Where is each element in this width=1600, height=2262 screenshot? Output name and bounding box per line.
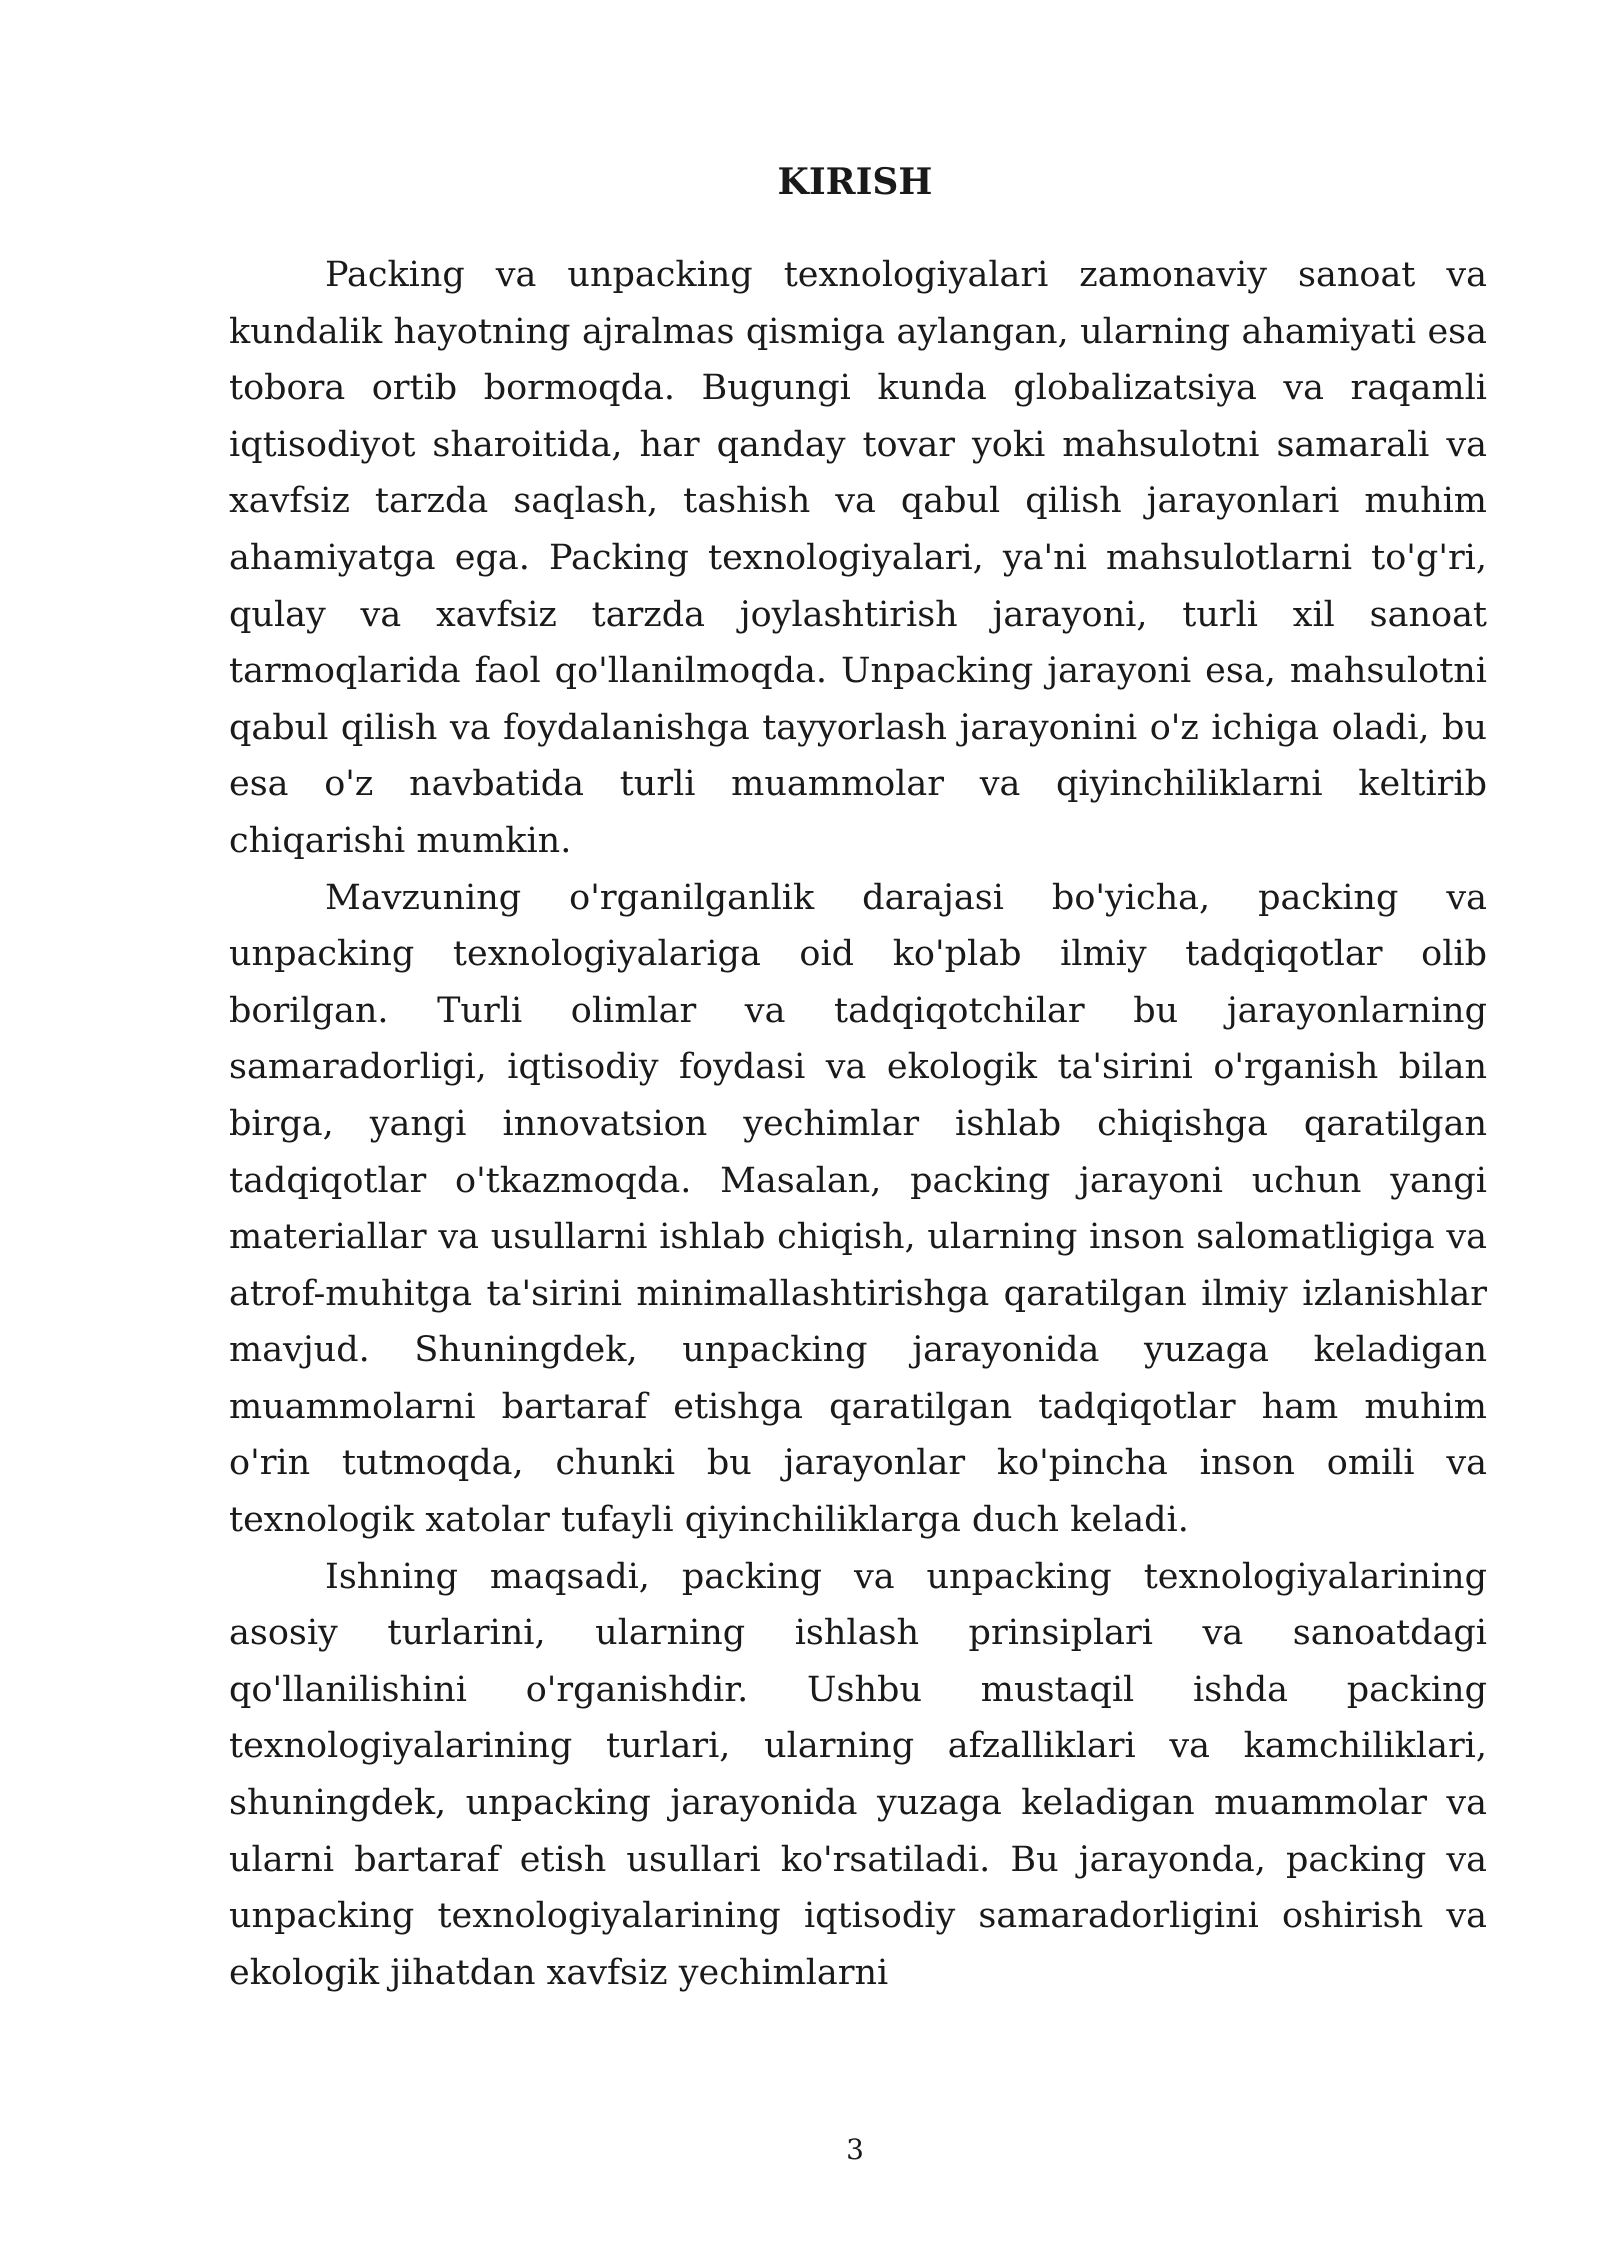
- paragraph-research-status: Mavzuning o'rganilganlik darajasi bo'yicha, packing va unpacking texnologiyalariga oid ko'plab ilmiy tadqiqotlar olib borilgan. Turli olimlar va tadqiqotchilar bu jarayonlarning samaradorligi, iqtisodiy foydasi va ekologik ta'sirini o'rganish bilan birga, yangi innovatsion yechimlar ishlab chiqishga qaratilgan tadqiqotlar o'tkazmoqda. Masalan, packing jarayoni uchun yangi materiallar va usullarni ishlab chiqish, ularning inson salomatligiga va atrof-muhitga ta'sirini minimallashtirishga qaratilgan ilmiy izlanishlar mavjud. Shuningdek, unpacking jarayonida yuzaga keladigan muammolarni bartaraf etishga qaratilgan tadqiqotlar ham muhim o'rin tutmoqda, chunki bu jarayonlar ko'pincha inson omili va texnologik xatolar tufayli qiyinchiliklarga duch keladi.: [229, 877, 1487, 1541]
- paragraph-introduction: Packing va unpacking texnologiyalari zamonaviy sanoat va kundalik hayotning ajralmas qismiga aylangan, ularning ahamiyati esa tobora ortib bormoqda. Bugungi kunda globalizatsiya va raqamli iqtisodiyot sharoitida, har qanday tovar yoki mahsulotni samarali va xavfsiz tarzda saqlash, tashish va qabul qilish jarayonlari muhim ahamiyatga ega. Packing texnologiyalari, ya'ni mahsulotlarni to'g'ri, qulay va xavfsiz tarzda joylashtirish jarayoni, turli xil sanoat tarmoqlarida faol qo'llanilmoqda. Unpacking jarayoni esa, mahsulotni qabul qilish va foydalanishga tayyorlash jarayonini o'z ichiga oladi, bu esa o'z navbatida turli muammolar va qiyinchiliklarni keltirib chiqarishi mumkin.: [229, 255, 1487, 861]
- paragraph-work-goal: Ishning maqsadi, packing va unpacking texnologiyalarining asosiy turlarini, ularning ishlash prinsiplari va sanoatdagi qo'llanilishini o'rganishdir. Ushbu mustaqil ishda packing texnologiyalarining turlari, ularning afzalliklari va kamchiliklari, shuningdek, unpacking jarayonida yuzaga keladigan muammolar va ularni bartaraf etish usullari ko'rsatiladi. Bu jarayonda, packing va unpacking texnologiyalarining iqtisodiy samaradorligini oshirish va ekologik jihatdan xavfsiz yechimlarni: [229, 1556, 1487, 1993]
- page-number: 3: [846, 2133, 864, 2166]
- page-title: KIRISH: [777, 161, 933, 203]
- body-text: [229, 247, 1487, 2001]
